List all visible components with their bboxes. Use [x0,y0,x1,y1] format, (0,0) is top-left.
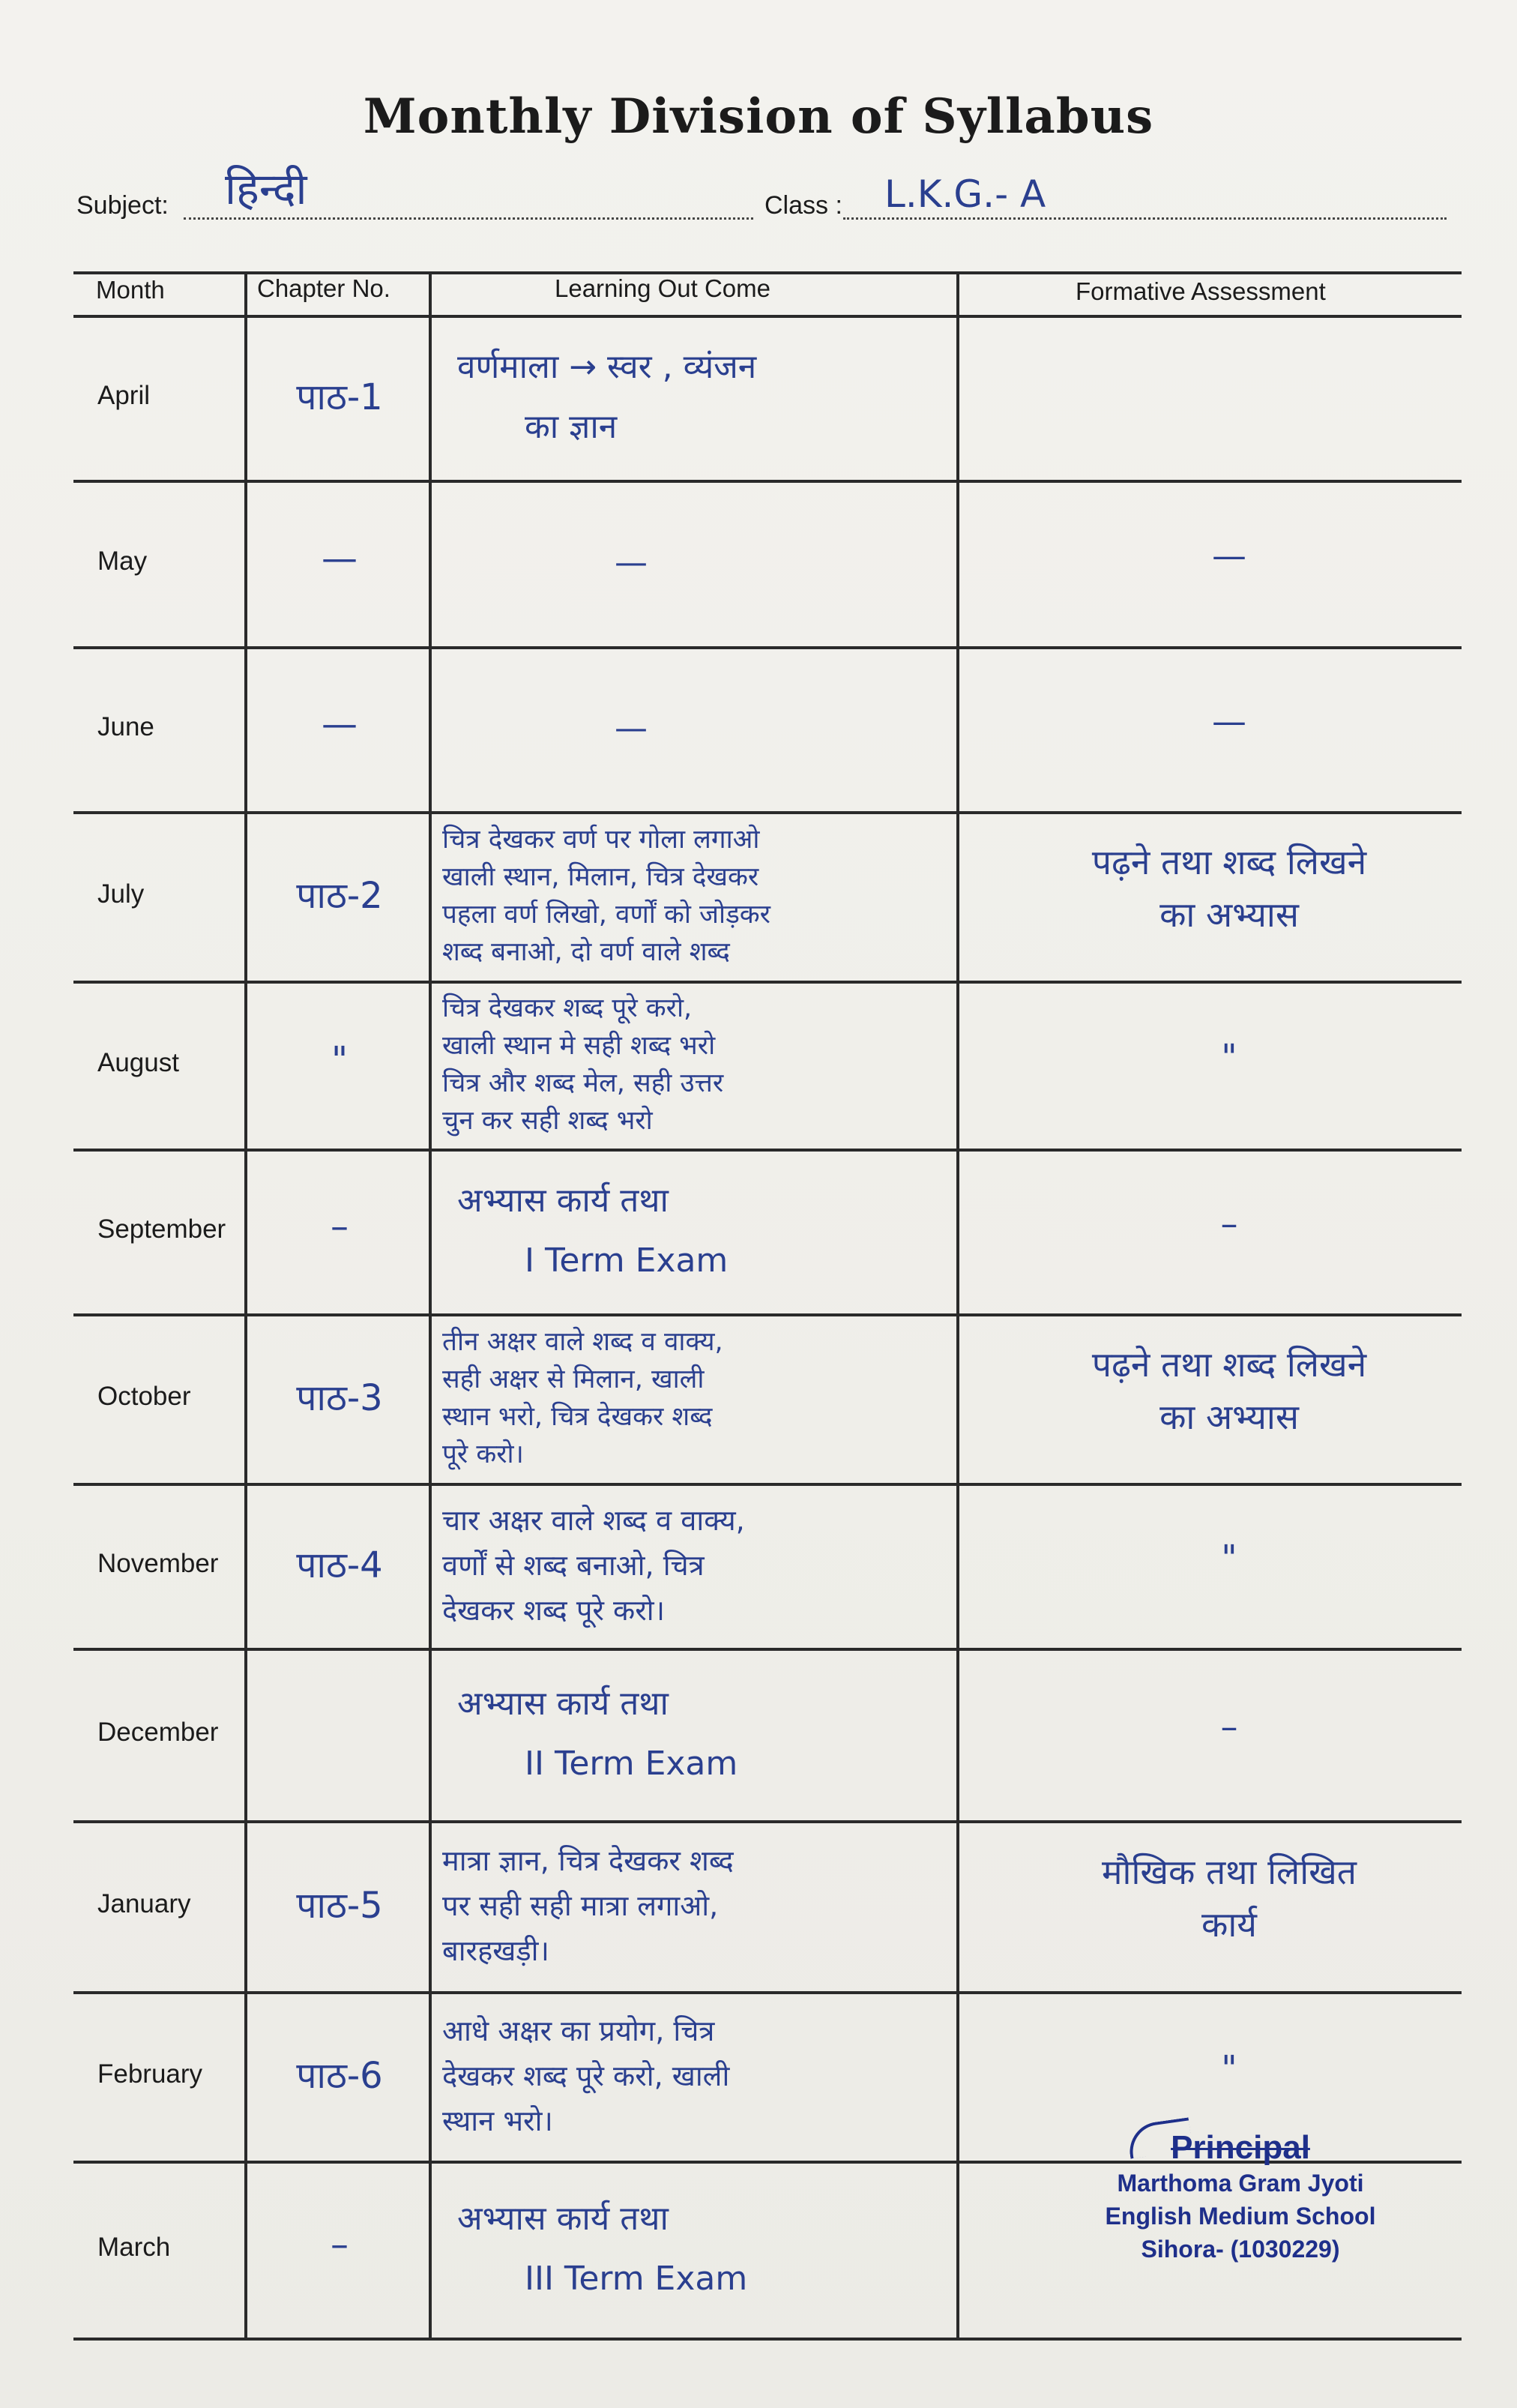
table-row-border [73,1313,1462,1316]
table-row-border [73,1648,1462,1651]
month-cell: April [97,381,151,410]
formative-assessment-cell [974,529,1484,582]
learning-outcome-cell [442,821,952,971]
table-row-border [73,2338,1462,2341]
class-label: Class : [764,191,842,220]
chapter-cell: पाठ-2 [296,875,383,917]
learning-outcome-line: चुन कर सही शब्द भरो [442,1106,653,1136]
learning-outcome-cell [442,1498,952,1633]
learning-outcome-line: खाली स्थान मे सही शब्द भरो [442,1031,716,1061]
chapter-cell: – [331,1205,349,1247]
formative-assessment-cell [974,2042,1484,2095]
learning-outcome-line: देखकर शब्द पूरे करो, खाली [442,2059,730,2092]
subject-dotted-line [184,217,753,220]
formative-assessment-line: — [1212,535,1246,576]
header-formative-assessment: Formative Assessment [1076,277,1326,305]
formative-assessment-line: पढ़ने तथा शब्द लिखने [1091,1344,1367,1385]
month-cell: June [97,712,154,741]
learning-outcome-line: अभ्यास कार्य तथा [457,1182,669,1220]
class-dotted-line [843,217,1447,220]
header-month: Month [96,276,165,304]
learning-outcome-line: अभ्यास कार्य तथा [457,1685,669,1723]
table-row-border [73,1820,1462,1823]
learning-outcome-line: मात्रा ज्ञान, चित्र देखकर शब्द [442,1844,734,1877]
document-title: Monthly Division of Syllabus [363,88,1154,145]
learning-outcome-cell [442,337,952,457]
learning-outcome-line: स्थान भरो, चित्र देखकर शब्द [442,1402,713,1432]
table-row-border [73,1991,1462,1994]
learning-outcome-line: पूरे करो। [442,1439,524,1469]
formative-assessment-line: – [1220,1203,1238,1244]
table-column-border [429,271,432,2338]
month-cell: May [97,547,148,576]
month-cell: October [97,1382,191,1411]
learning-outcome-cell [442,1171,952,1291]
table-row-border [73,315,1462,318]
month-cell: August [97,1048,179,1077]
learning-outcome-cell [442,699,952,759]
formative-assessment-cell [974,1846,1484,1951]
month-cell: July [97,879,145,909]
formative-assessment-line: का अभ्यास [1159,894,1299,935]
month-cell: December [97,1718,219,1747]
formative-assessment-line: " [1221,2048,1237,2089]
learning-outcome-cell [442,990,952,1140]
formative-assessment-line: कार्य [1201,1904,1257,1945]
table-row-border [73,480,1462,483]
chapter-cell: पाठ-6 [296,2055,383,2097]
learning-outcome-line: — [615,544,648,582]
table-column-border [956,271,959,2338]
learning-outcome-line: बारहखड़ी। [442,1934,549,1967]
learning-outcome-line: — [615,709,648,747]
learning-outcome-line: स्थान भरो। [442,2104,553,2137]
table-row-border [73,981,1462,984]
learning-outcome-line: चित्र देखकर शब्द पूरे करो, [442,993,693,1023]
subject-label: Subject: [76,191,169,220]
stamp-line-location: Sihora- (1030229) [1141,2236,1340,2263]
learning-outcome-line: शब्द बनाओ, दो वर्ण वाले शब्द [442,937,730,967]
chapter-cell: – [331,2224,349,2266]
month-cell: November [97,1549,219,1578]
learning-outcome-line: खाली स्थान, मिलान, चित्र देखकर [442,862,759,892]
learning-outcome-cell [442,1838,952,1973]
subject-value: हिन्दी [225,163,307,214]
learning-outcome-line: चित्र और शब्द मेल, सही उत्तर [442,1068,724,1098]
formative-assessment-line: " [1221,1037,1237,1077]
formative-assessment-line: – [1220,1706,1238,1747]
learning-outcome-cell [442,1674,952,1794]
month-cell: September [97,1214,226,1244]
stamp-title: Principal [1171,2129,1310,2166]
month-cell: January [97,1889,191,1918]
learning-outcome-line: III Term Exam [525,2260,748,2298]
chapter-cell: — [322,538,358,580]
learning-outcome-line: वर्णमाला → स्वर , व्यंजन [457,348,757,386]
learning-outcome-line: वर्णों से शब्द बनाओ, चित्र [442,1549,705,1582]
chapter-cell: पाठ-5 [296,1885,383,1927]
header-chapter-no: Chapter No. [257,274,390,302]
formative-assessment-cell [974,695,1484,747]
learning-outcome-line: चार अक्षर वाले शब्द व वाक्य, [442,1504,745,1537]
table-row-border [73,811,1462,814]
learning-outcome-line: तीन अक्षर वाले शब्द व वाक्य, [442,1327,723,1357]
learning-outcome-line: I Term Exam [525,1241,729,1280]
chapter-cell: " [331,1039,349,1081]
school-stamp [1046,2129,1435,2266]
stamp-line-school-name: Marthoma Gram Jyoti [1117,2170,1364,2197]
formative-assessment-cell [974,836,1484,941]
formative-assessment-line: मौखिक तथा लिखित [1102,1852,1357,1892]
learning-outcome-line: II Term Exam [525,1745,738,1783]
chapter-cell: — [322,703,358,745]
formative-assessment-cell [974,1031,1484,1083]
learning-outcome-cell [442,533,952,593]
learning-outcome-cell [442,2008,952,2143]
table-row-border [73,1149,1462,1152]
formative-assessment-cell [974,1700,1484,1753]
formative-assessment-cell [974,1197,1484,1250]
month-cell: February [97,2059,203,2089]
learning-outcome-line: का ज्ञान [525,408,618,446]
learning-outcome-line: पहला वर्ण लिखो, वर्णों को जोड़कर [442,900,770,930]
month-cell: March [97,2233,171,2262]
learning-outcome-line: अभ्यास कार्य तथा [457,2200,669,2238]
formative-assessment-cell [974,1338,1484,1443]
formative-assessment-line: — [1212,701,1246,741]
chapter-cell: पाठ-3 [296,1377,383,1419]
learning-outcome-line: सही अक्षर से मिलान, खाली [442,1364,705,1394]
stamp-line-school-type: English Medium School [1105,2203,1376,2230]
formative-assessment-cell [974,1532,1484,1584]
chapter-cell: पाठ-1 [296,376,383,418]
learning-outcome-line: चित्र देखकर वर्ण पर गोला लगाओ [442,825,760,855]
table-row-border [73,1483,1462,1486]
table-row-border [73,646,1462,649]
formative-assessment-line: " [1221,1538,1237,1578]
learning-outcome-cell [442,2189,952,2309]
formative-assessment-line: का अभ्यास [1159,1397,1299,1437]
learning-outcome-line: पर सही सही मात्रा लगाओ, [442,1889,719,1922]
chapter-cell: पाठ-4 [296,1544,383,1586]
learning-outcome-line: आधे अक्षर का प्रयोग, चित्र [442,2014,715,2047]
formative-assessment-line: पढ़ने तथा शब्द लिखने [1091,842,1367,882]
learning-outcome-line: देखकर शब्द पूरे करो। [442,1594,665,1627]
learning-outcome-cell [442,1323,952,1473]
table-column-border [244,271,247,2338]
class-value: L.K.G.- A [884,172,1046,216]
header-learning-outcome: Learning Out Come [555,274,770,302]
